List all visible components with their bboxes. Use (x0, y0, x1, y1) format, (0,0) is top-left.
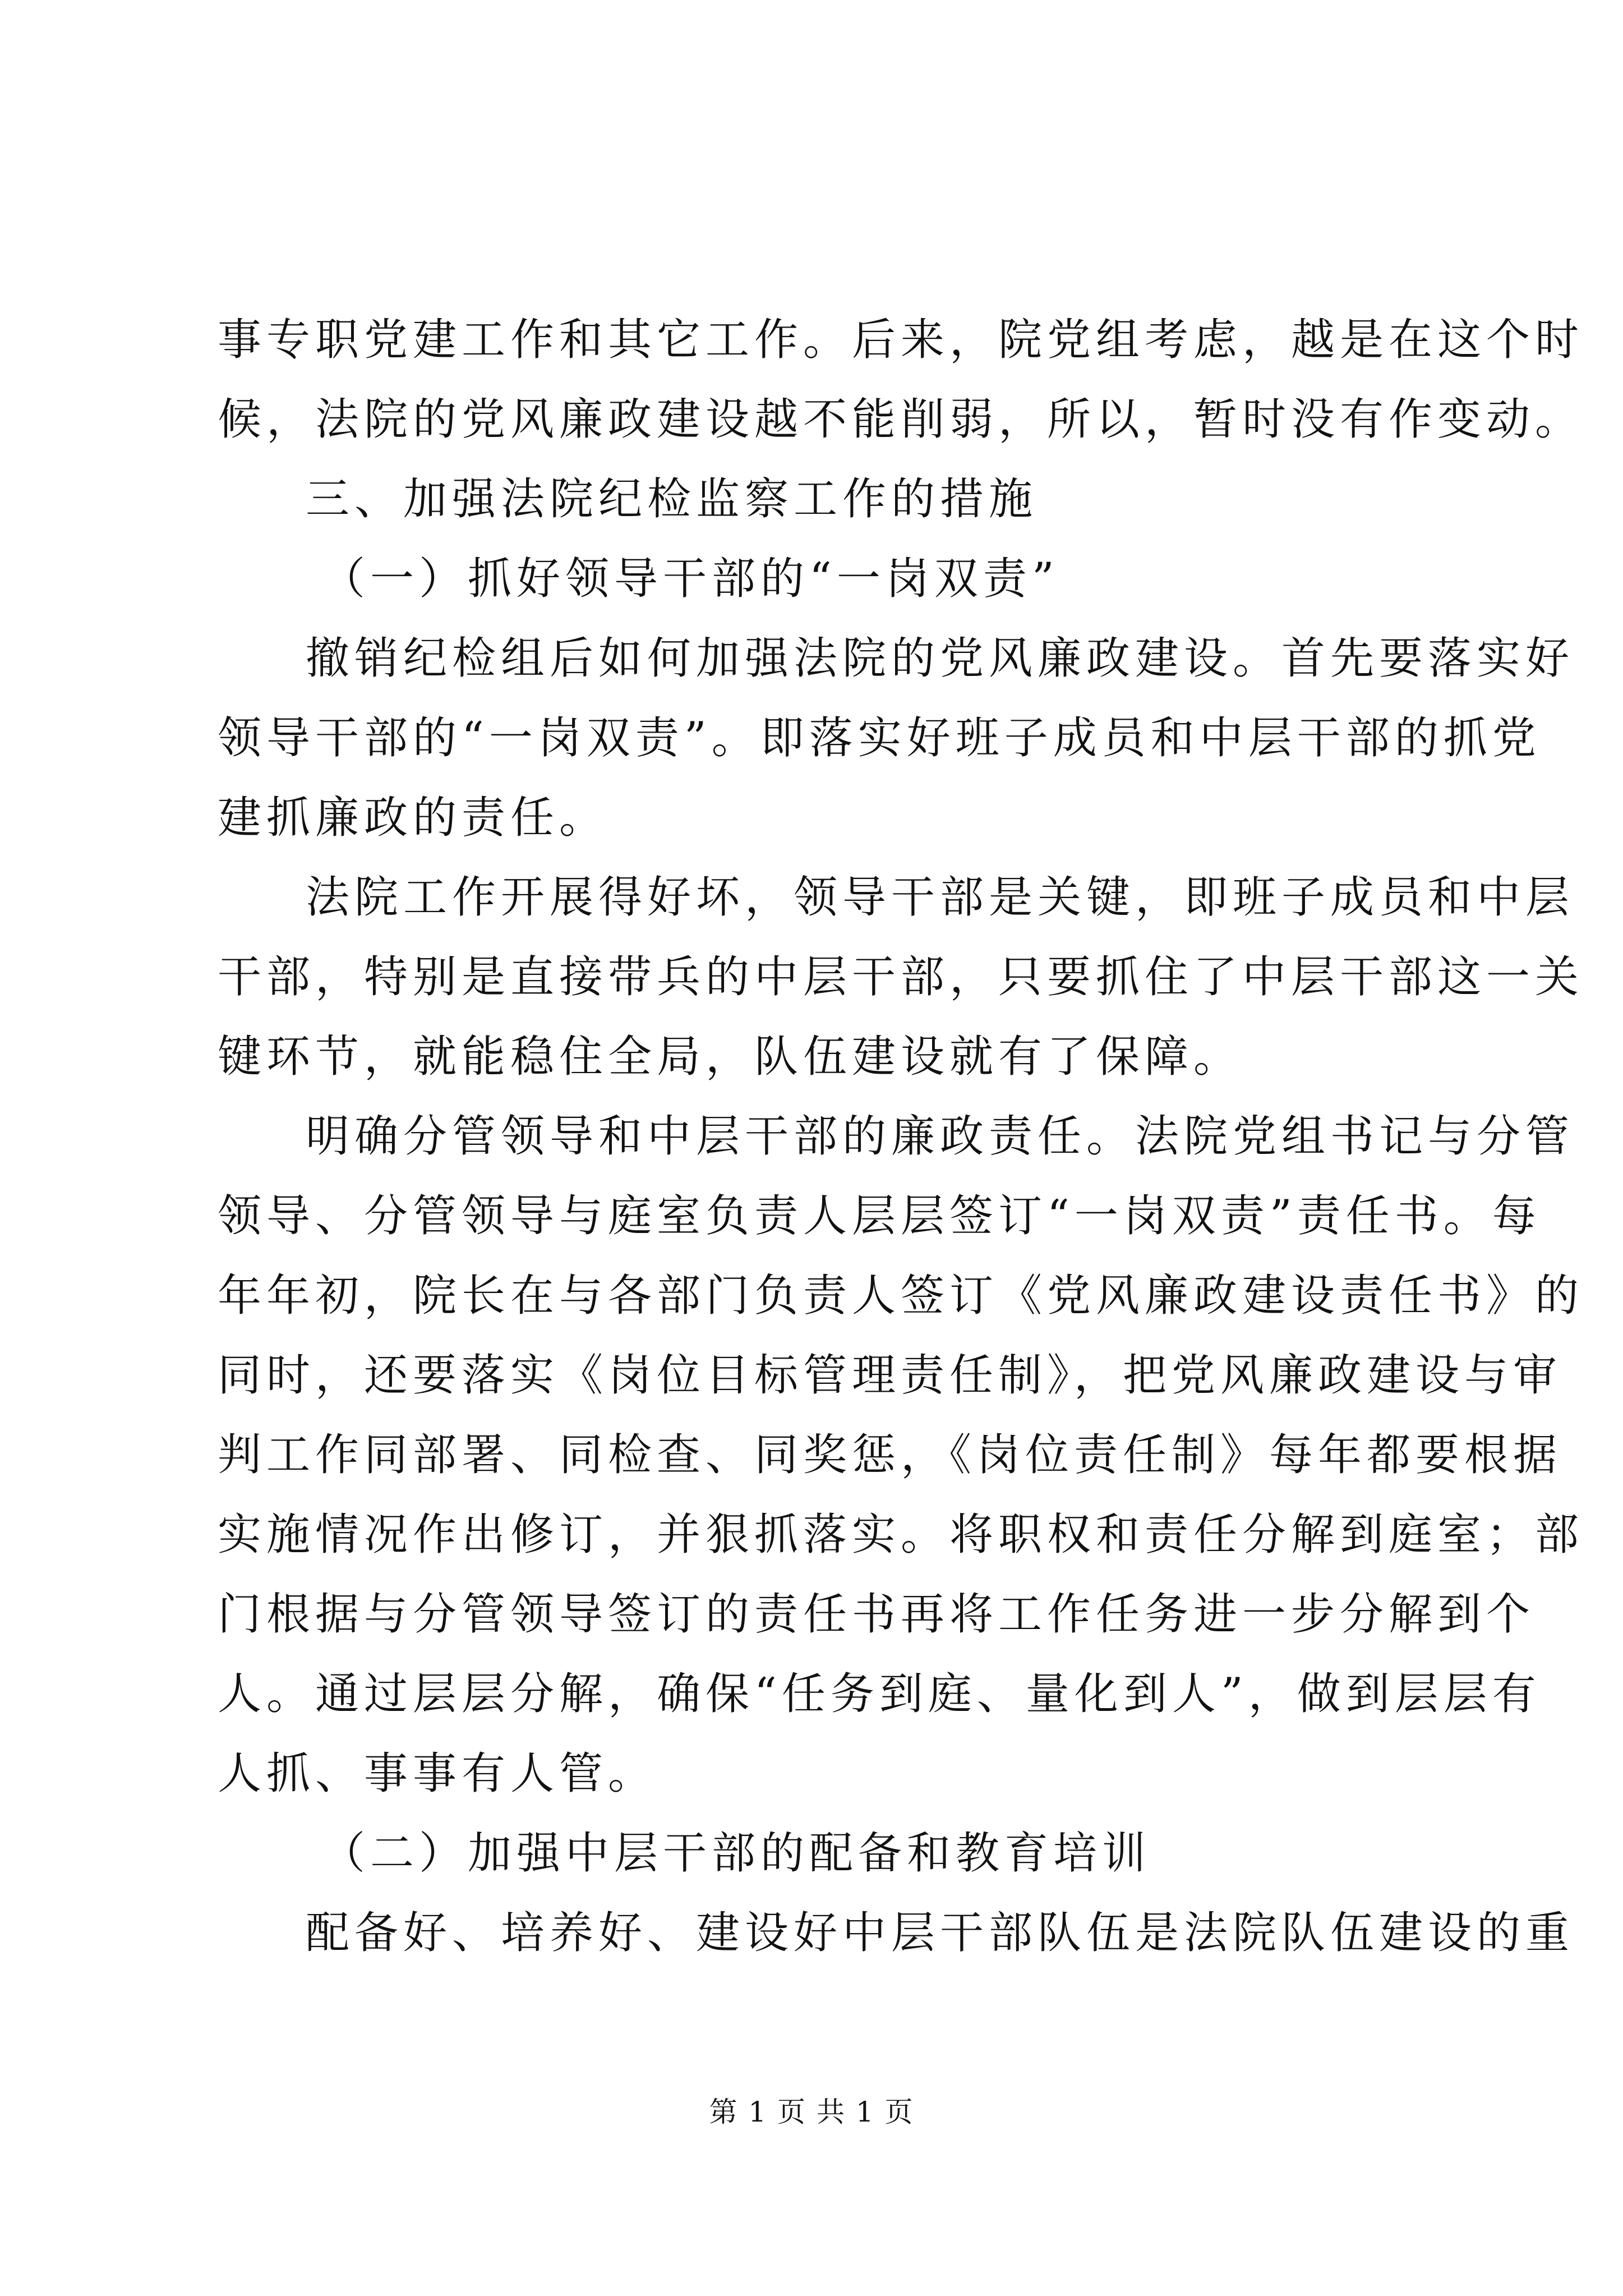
paragraph-line: 键环节，就能稳住全局，队伍建设就有了保障。 (218, 1032, 1243, 1082)
paragraph-line: 事专职党建工作和其它工作。后来，院党组考虑，越是在这个时 (218, 315, 1584, 365)
paragraph-line: 建抓廉政的责任。 (218, 793, 608, 843)
paragraph-line: 领导干部的“一岗双责”。即落实好班子成员和中层干部的抓党 (218, 713, 1541, 763)
paragraph-first-line: 撤销纪检组后如何加强法院的党风廉政建设。首先要落实好 (306, 633, 1575, 684)
paragraph-first-line: 三、加强法院纪检监察工作的措施 (306, 474, 1038, 524)
paragraph-line: 领导、分管领导与庭室负责人层层签订“一岗双责”责任书。每 (218, 1191, 1541, 1241)
page-footer: 第 1 页 共 1 页 (709, 2096, 914, 2128)
paragraph-line: 干部，特别是直接带兵的中层干部，只要抓住了中层干部这一关 (218, 952, 1584, 1002)
document-body (218, 300, 1584, 1973)
paragraph-line: 门根据与分管领导签订的责任书再将工作任务进一步分解到个 (218, 1589, 1536, 1640)
paragraph-first-line: 明确分管领导和中层干部的廉政责任。法院党组书记与分管 (306, 1111, 1575, 1162)
section-subheading: （一）抓好领导干部的“一岗双责” (321, 554, 1059, 604)
paragraph-line: 年年初，院长在与各部门负责人签订《党风廉政建设责任书》的 (218, 1271, 1584, 1321)
section-subheading: （二）加强中层干部的配备和教育培训 (321, 1828, 1151, 1879)
paragraph-line: 人抓、事事有人管。 (218, 1749, 657, 1799)
paragraph-line: 候，法院的党风廉政建设越不能削弱，所以，暂时没有作变动。 (218, 394, 1584, 445)
paragraph-line: 人。通过层层分解，确保“任务到庭、量化到人”，做到层层有 (218, 1669, 1541, 1719)
paragraph-line: 判工作同部署、同检查、同奖惩，《岗位责任制》每年都要根据 (218, 1430, 1562, 1480)
paragraph-line: 同时，还要落实《岗位目标管理责任制》，把党风廉政建设与审 (218, 1350, 1562, 1401)
paragraph-line: 实施情况作出修订，并狠抓落实。将职权和责任分解到庭室；部 (218, 1510, 1584, 1560)
paragraph-first-line: 配备好、培养好、建设好中层干部队伍是法院队伍建设的重 (306, 1908, 1575, 1958)
paragraph-first-line: 法院工作开展得好坏，领导干部是关键，即班子成员和中层 (306, 872, 1575, 923)
